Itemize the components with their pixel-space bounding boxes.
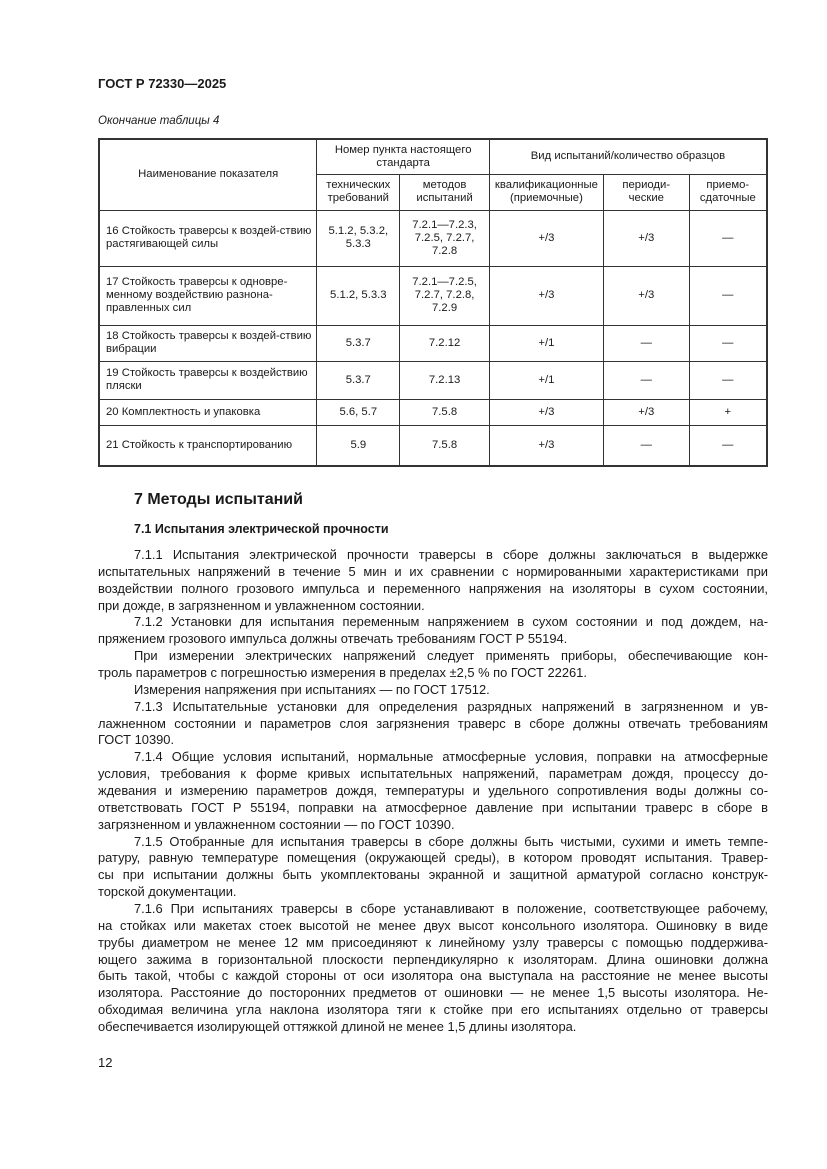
paragraph <box>98 749 768 833</box>
text-line: 7.1.4 Общие условия испытаний, нормальные атмосферные условия, поправки на атмосферные <box>134 749 768 765</box>
table-row <box>99 325 767 361</box>
header-test-group: Вид испытаний/количество образцов <box>489 139 767 174</box>
text-line: 7.1.2 Установки для испытания переменным напряжением в сухом состоянии и под дождем, на- <box>134 614 768 630</box>
cell-per: — <box>603 361 689 399</box>
text-line: 7.1.5 Отобранные для испытания траверсы в сборе должны быть чистыми, сухими и иметь темпе- <box>134 833 768 849</box>
paragraph <box>98 834 768 901</box>
cell-tech: 5.1.2, 5.3.2, 5.3.3 <box>317 210 400 266</box>
cell-acc: — <box>689 325 767 361</box>
cell-methods: 7.2.1—7.2.3, 7.2.5, 7.2.7, 7.2.8 <box>400 210 490 266</box>
page-number: 12 <box>98 1055 113 1070</box>
cell-qual: +/3 <box>489 399 603 425</box>
text-line: пряжением грозового импульса должны отвечать требованиям ГОСТ Р 55194. <box>98 631 568 647</box>
cell-tech: 5.1.2, 5.3.3 <box>317 266 400 325</box>
text-line: Измерения напряжения при испытаниях — по ГОСТ 17512. <box>134 681 490 697</box>
cell-name: 18 Стойкость траверсы к воздей-ствию вибрации <box>99 325 317 361</box>
table-row <box>99 361 767 399</box>
text-line: изолятора. Расстояние до посторонних предметов от ошиновки — не менее 1,5 высоты изолятора. Не- <box>98 985 768 1001</box>
cell-name: 17 Стойкость траверсы к одновре-менному воздействию разнона-правленных сил <box>99 266 317 325</box>
cell-methods: 7.2.12 <box>400 325 490 361</box>
cell-tech: 5.9 <box>317 425 400 466</box>
paragraph <box>98 614 768 648</box>
text-line: лажненном состоянии и параметров слоя загрязнения траверс в сборе должны отвечать требованиям <box>98 715 768 731</box>
text-line: на стойках или макетах стоек высотой не менее двух высот консольного изолятора. Ошиновку в виде <box>98 917 768 933</box>
header-qualification: квалификационные (приемочные) <box>489 174 603 210</box>
text-line: ждевания и измерению параметров дождя, температуры и удельного сопротивления воды должны со- <box>98 783 768 799</box>
text-line: загрязненном и увлажненном состоянии — по ГОСТ 10390. <box>98 816 455 832</box>
text-line: трубы диаметром не менее 12 мм присоединяют к линейному узлу траверсы с помощью поддержива- <box>98 934 768 950</box>
cell-name: 21 Стойкость к транспортированию <box>99 425 317 466</box>
cell-per: — <box>603 425 689 466</box>
paragraph <box>98 648 768 682</box>
text-line: ГОСТ 10390. <box>98 732 175 748</box>
header-test-methods: методов испытаний <box>400 174 490 210</box>
test-table <box>98 138 768 467</box>
text-line: ющего зажима в горизонтальной плоскости перпендикулярно к изоляторам. Длина ошиновки должна <box>98 951 768 967</box>
text-line: ратуру, равную температуре помещения (окружающей среды), в котором проводят испытания. Травер- <box>98 850 768 866</box>
cell-qual: +/3 <box>489 266 603 325</box>
body-text <box>98 547 768 1036</box>
subsection-title: 7.1 Испытания электрической прочности <box>134 522 389 536</box>
cell-methods: 7.5.8 <box>400 425 490 466</box>
cell-name: 20 Комплектность и упаковка <box>99 399 317 425</box>
text-line: сы при испытании должны быть укомплектованы экранной и защитной арматурой согласно конструк- <box>98 867 768 883</box>
cell-tech: 5.3.7 <box>317 325 400 361</box>
header-acceptance: приемо-сдаточные <box>689 174 767 210</box>
cell-acc: — <box>689 266 767 325</box>
text-line: испытательных напряжений в течение 5 мин и их сравнении с нормированными характеристиками при <box>98 563 768 579</box>
text-line: быть такой, чтобы с каждой стороны от оси изолятора она выступала на расстояние не менее высоты <box>98 968 768 984</box>
section-title: 7 Методы испытаний <box>134 491 303 508</box>
paragraph <box>98 901 768 1036</box>
text-line: 7.1.6 При испытаниях траверсы в сборе устанавливают в положение, соответствующее рабочему, <box>134 901 768 917</box>
text-line: При измерении электрических напряжений следует применять приборы, обеспечивающие кон- <box>134 648 768 664</box>
cell-per: +/3 <box>603 399 689 425</box>
text-line: воздействии полного грозового импульса и переменного напряжения на изоляторы в сухом состоянии, <box>98 580 768 596</box>
cell-acc: + <box>689 399 767 425</box>
table-row <box>99 399 767 425</box>
cell-name: 16 Стойкость траверсы к воздей-ствию растягивающей силы <box>99 210 317 266</box>
table-row <box>99 266 767 325</box>
header-clause-group: Номер пункта настоящего стандарта <box>317 139 490 174</box>
header-periodic: периоди-ческие <box>603 174 689 210</box>
cell-name: 19 Стойкость траверсы к воздействию пляски <box>99 361 317 399</box>
cell-qual: +/1 <box>489 325 603 361</box>
cell-tech: 5.3.7 <box>317 361 400 399</box>
header-tech-req: технических требований <box>317 174 400 210</box>
cell-acc: — <box>689 361 767 399</box>
cell-methods: 7.2.13 <box>400 361 490 399</box>
cell-qual: +/3 <box>489 425 603 466</box>
table-row <box>99 210 767 266</box>
text-line: обходимая величина угла наклона изолятора тяги к стойке при его испытаниях отдельно от траверсы <box>98 1002 768 1018</box>
text-line: 7.1.3 Испытательные установки для определения разрядных напряжений в загрязненном и ув- <box>134 698 768 714</box>
cell-per: — <box>603 325 689 361</box>
cell-methods: 7.5.8 <box>400 399 490 425</box>
cell-acc: — <box>689 210 767 266</box>
text-line: 7.1.1 Испытания электрической прочности траверсы в сборе должны заключаться в выдержке <box>134 547 768 562</box>
paragraph <box>98 699 768 750</box>
table-row <box>99 425 767 466</box>
cell-per: +/3 <box>603 210 689 266</box>
text-line: троль параметров с погрешностью измерения в пределах ±2,5 % по ГОСТ 22261. <box>98 665 587 681</box>
cell-per: +/3 <box>603 266 689 325</box>
cell-qual: +/3 <box>489 210 603 266</box>
header-name: Наименование показателя <box>99 139 317 210</box>
paragraph <box>98 682 768 699</box>
cell-methods: 7.2.1—7.2.5, 7.2.7, 7.2.8, 7.2.9 <box>400 266 490 325</box>
document-code: ГОСТ Р 72330—2025 <box>98 76 227 91</box>
cell-tech: 5.6, 5.7 <box>317 399 400 425</box>
paragraph <box>98 547 768 614</box>
text-line: при дожде, в загрязненном и увлажненном состоянии. <box>98 597 425 613</box>
text-line: торской документации. <box>98 884 237 900</box>
text-line: ответствовать ГОСТ Р 55194, поправки на атмосферное давление при испытании траверс в сборе в <box>98 799 768 815</box>
cell-qual: +/1 <box>489 361 603 399</box>
text-line: обеспечивается изолирующей оттяжкой длиной не менее 1,5 длины изолятора. <box>98 1019 577 1035</box>
text-line: условия, требования к форме кривых испытательных напряжений, параметрам дождя, процессу до- <box>98 766 768 782</box>
table-caption: Окончание таблицы 4 <box>98 115 220 127</box>
cell-acc: — <box>689 425 767 466</box>
